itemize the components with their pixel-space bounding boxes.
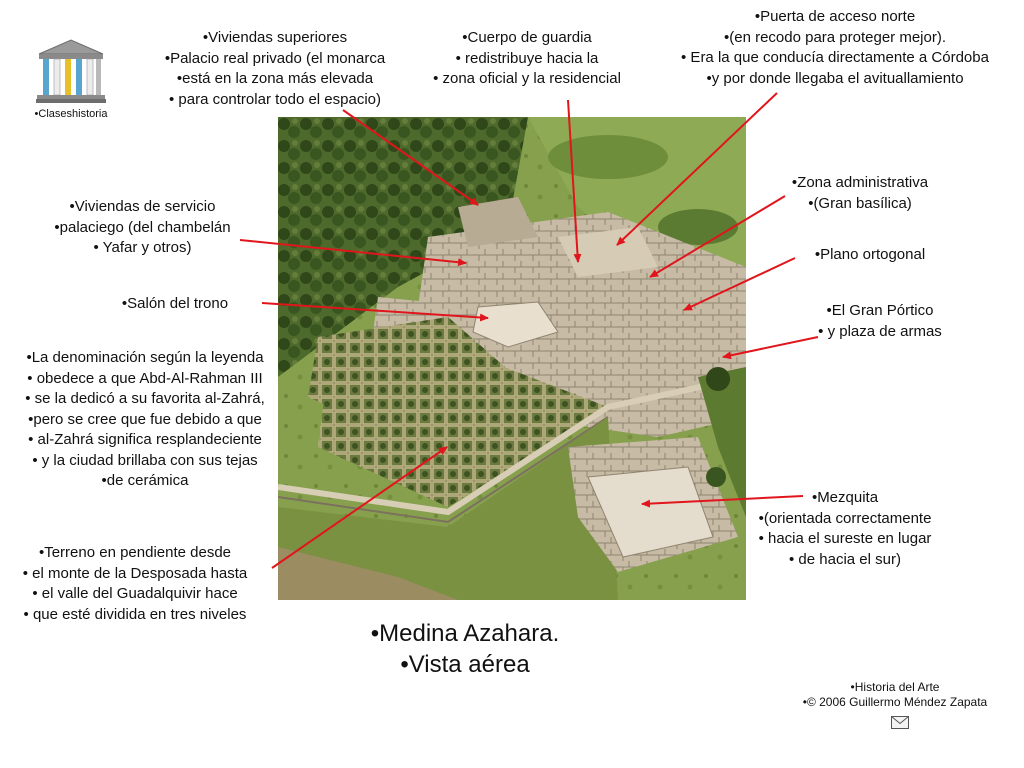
label-viviendas-servicio: •Viviendas de servicio •palaciego (del chambelán • Yafar y otros) [54,198,231,256]
credits: •Historia del Arte •© 2006 Guillermo Méndez Zapata [802,680,988,709]
label-gran-portico: •El Gran Pórtico • y plaza de armas [818,302,942,340]
greek-temple-logo-icon [36,38,106,104]
label-puerta-norte: •Puerta de acceso norte •(en recodo para proteger mejor). • Era la que conducía directamente a Córdoba •y por donde llegaba el avituallamiento [681,8,989,87]
label-plano-ortogonal: •Plano ortogonal [814,246,926,263]
label-salon-trono: •Salón del trono [121,295,229,312]
aerial-photo [278,117,746,600]
envelope-icon[interactable] [891,716,909,729]
label-viviendas-superiores: •Viviendas superiores •Palacio real privado (el monarca •está en la zona más elevada • para controlar todo el espacio) [164,29,386,108]
label-cuerpo-guardia: •Cuerpo de guardia • redistribuye hacia la • zona oficial y la residencial [433,29,621,87]
label-mezquita: •Mezquita •(orientada correctamente • hacia el sureste en lugar • de hacia el sur) [758,489,932,568]
slide-title: •Medina Azahara. •Vista aérea [370,620,560,678]
label-terreno: •Terreno en pendiente desde • el monte de la Desposada hasta • el valle del Guadalquivir hace • que esté dividida en tres niveles [22,544,248,623]
label-zona-administrativa: •Zona administrativa •(Gran basílica) [791,174,929,212]
label-denominacion: •La denominación según la leyenda • obedece a que Abd-Al-Rahman III • se la dedicó a su favorita al-Zahrá, •pero se cree que fue debido a que • al-Zahrá significa resplandeciente • y la ciudad brillaba con sus tejas •de cerámica [25,349,265,489]
logo-caption: •Claseshistoria [34,108,108,120]
